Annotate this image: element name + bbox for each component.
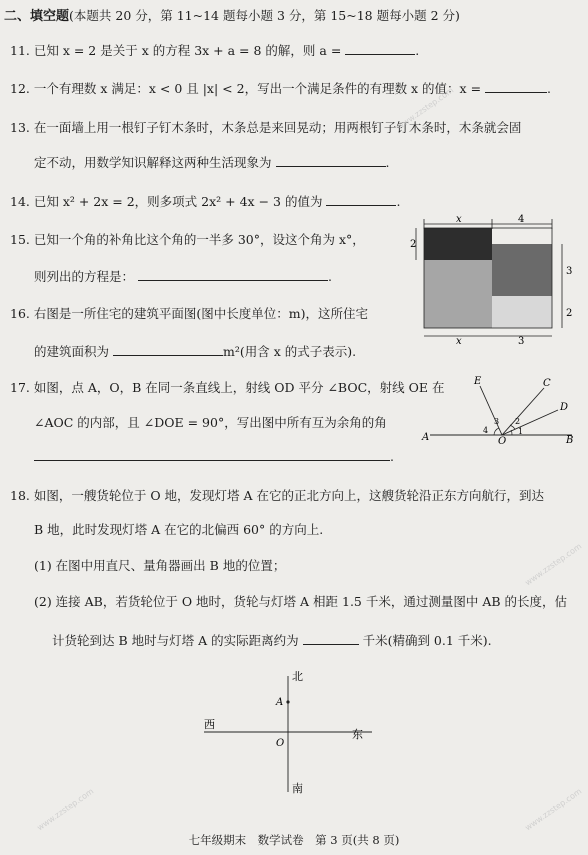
q12-text: 12. 一个有理数 x 满足：x < 0 且 |x| < 2，写出一个满足条件的有理数 x 的值：x = <box>10 81 482 96</box>
q18-unit: 千米(精确到 0.1 千米). <box>362 633 492 648</box>
ray-OD <box>502 410 558 435</box>
question-16-line2 <box>34 343 356 360</box>
q13-text: 定不动，用数学知识解释这两种生活现象为 <box>34 155 272 170</box>
watermark: www.zzstep.com <box>35 786 96 833</box>
label-x-bottom: x <box>456 336 462 347</box>
q16-answer-blank[interactable] <box>113 343 223 356</box>
question-12 <box>10 80 551 97</box>
question-17-line2: ∠AOC 的内部，且 ∠DOE = 90°，写出图中所有互为余角的角 <box>34 415 387 430</box>
q18-text: 计货轮到达 B 地时与灯塔 A 的实际距离约为 <box>52 633 299 648</box>
question-16-line1: 16. 右图是一所住宅的建筑平面图(图中长度单位：m)，这所住宅 <box>10 306 368 321</box>
q16-text: 的建筑面积为 <box>34 344 110 359</box>
q11-answer-blank[interactable] <box>345 42 415 55</box>
question-18-line2: B 地，此时发现灯塔 A 在它的北偏西 60° 的方向上. <box>34 522 324 537</box>
label-C: C <box>543 378 551 389</box>
watermark: www.zzstep.com <box>395 85 456 132</box>
label-east: 东 <box>352 728 363 741</box>
label-O-point: O <box>276 738 285 749</box>
q13-period: . <box>385 155 390 170</box>
label-north: 北 <box>292 670 303 683</box>
question-13-line1: 13. 在一面墙上用一根钉子钉木条时，木条总是来回晃动；用两根钉子钉木条时，木条就会固 <box>10 120 522 135</box>
question-15-line2 <box>34 268 332 285</box>
section-note: (本题共 20 分，第 11~14 题每小题 3 分，第 15~18 题每小题 2 分) <box>69 8 460 23</box>
q17-period: . <box>390 449 394 464</box>
q11-text: 11. 已知 x = 2 是关于 x 的方程 3x + a = 8 的解，则 a = <box>10 43 342 58</box>
dark-block <box>424 228 492 260</box>
q14-period: . <box>396 194 401 209</box>
label-south: 南 <box>292 782 303 795</box>
label-A: A <box>422 432 430 443</box>
angle-1: 1 <box>518 427 524 436</box>
label-x-top: x <box>456 214 462 225</box>
angle-3: 3 <box>494 417 500 426</box>
question-17-line1: 17. 如图，点 A，O，B 在同一条直线上，射线 OD 平分 ∠BOC，射线 OE 在 <box>10 380 445 395</box>
label-E: E <box>474 376 482 387</box>
angle-4: 4 <box>483 426 489 435</box>
watermark: www.zzstep.com <box>523 786 584 833</box>
label-3-bottom: 3 <box>518 336 525 347</box>
q15-text: 则列出的方程是： <box>34 269 135 284</box>
q12-period: . <box>547 81 552 96</box>
floor-plan-figure <box>412 214 584 346</box>
compass-figure <box>196 666 376 796</box>
point-A <box>286 700 289 703</box>
question-18-part2-line2 <box>52 632 492 649</box>
q17-answer-blank[interactable] <box>34 448 390 461</box>
question-17-line3 <box>34 448 394 465</box>
q18-answer-blank[interactable] <box>303 632 359 645</box>
light-block <box>424 260 492 328</box>
q15-answer-blank[interactable] <box>138 268 328 281</box>
label-4-top: 4 <box>518 214 525 225</box>
q12-answer-blank[interactable] <box>485 80 547 93</box>
label-3-right: 3 <box>566 266 573 277</box>
label-O: O <box>498 436 507 447</box>
page-footer: 七年级期末 数学试卷 第 3 页(共 8 页) <box>188 833 400 847</box>
q13-answer-blank[interactable] <box>276 154 386 167</box>
label-B: B <box>566 435 574 446</box>
watermark: www.zzstep.com <box>523 541 584 588</box>
question-13-line2 <box>34 154 389 171</box>
section-title: 二、填空题 <box>4 9 70 24</box>
q14-text: 14. 已知 x² + 2x = 2，则多项式 2x² + 4x − 3 的值为 <box>10 194 323 209</box>
q14-answer-blank[interactable] <box>326 193 396 206</box>
rays-figure <box>420 372 580 447</box>
pale-block <box>492 296 552 328</box>
label-west: 西 <box>204 718 215 731</box>
section-heading <box>4 8 460 25</box>
question-18-line1: 18. 如图，一艘货轮位于 O 地，发现灯塔 A 在它的正北方向上，这艘货轮沿正东方向航行，到达 <box>10 488 545 503</box>
label-D: D <box>560 402 569 413</box>
label-2-right: 2 <box>566 308 573 319</box>
question-11 <box>10 42 419 59</box>
question-18-part1: (1) 在图中用直尺、量角器画出 B 地的位置； <box>34 558 286 573</box>
label-A-point: A <box>276 697 284 708</box>
question-15-line1: 15. 已知一个角的补角比这个角的一半多 30°，设这个角为 x°， <box>10 232 365 247</box>
mid-block <box>492 244 552 296</box>
label-2-left: 2 <box>410 239 417 250</box>
q15-period: . <box>328 269 332 284</box>
question-14 <box>10 193 400 210</box>
q16-unit: m²(用含 x 的式子表示). <box>223 344 357 359</box>
question-18-part2-line1: (2) 连接 AB，若货轮位于 O 地时，货轮与灯塔 A 相距 1.5 千米，通过测量图中 AB 的长度，估 <box>34 594 568 609</box>
q11-period: . <box>415 43 420 58</box>
angle-2: 2 <box>515 417 521 426</box>
